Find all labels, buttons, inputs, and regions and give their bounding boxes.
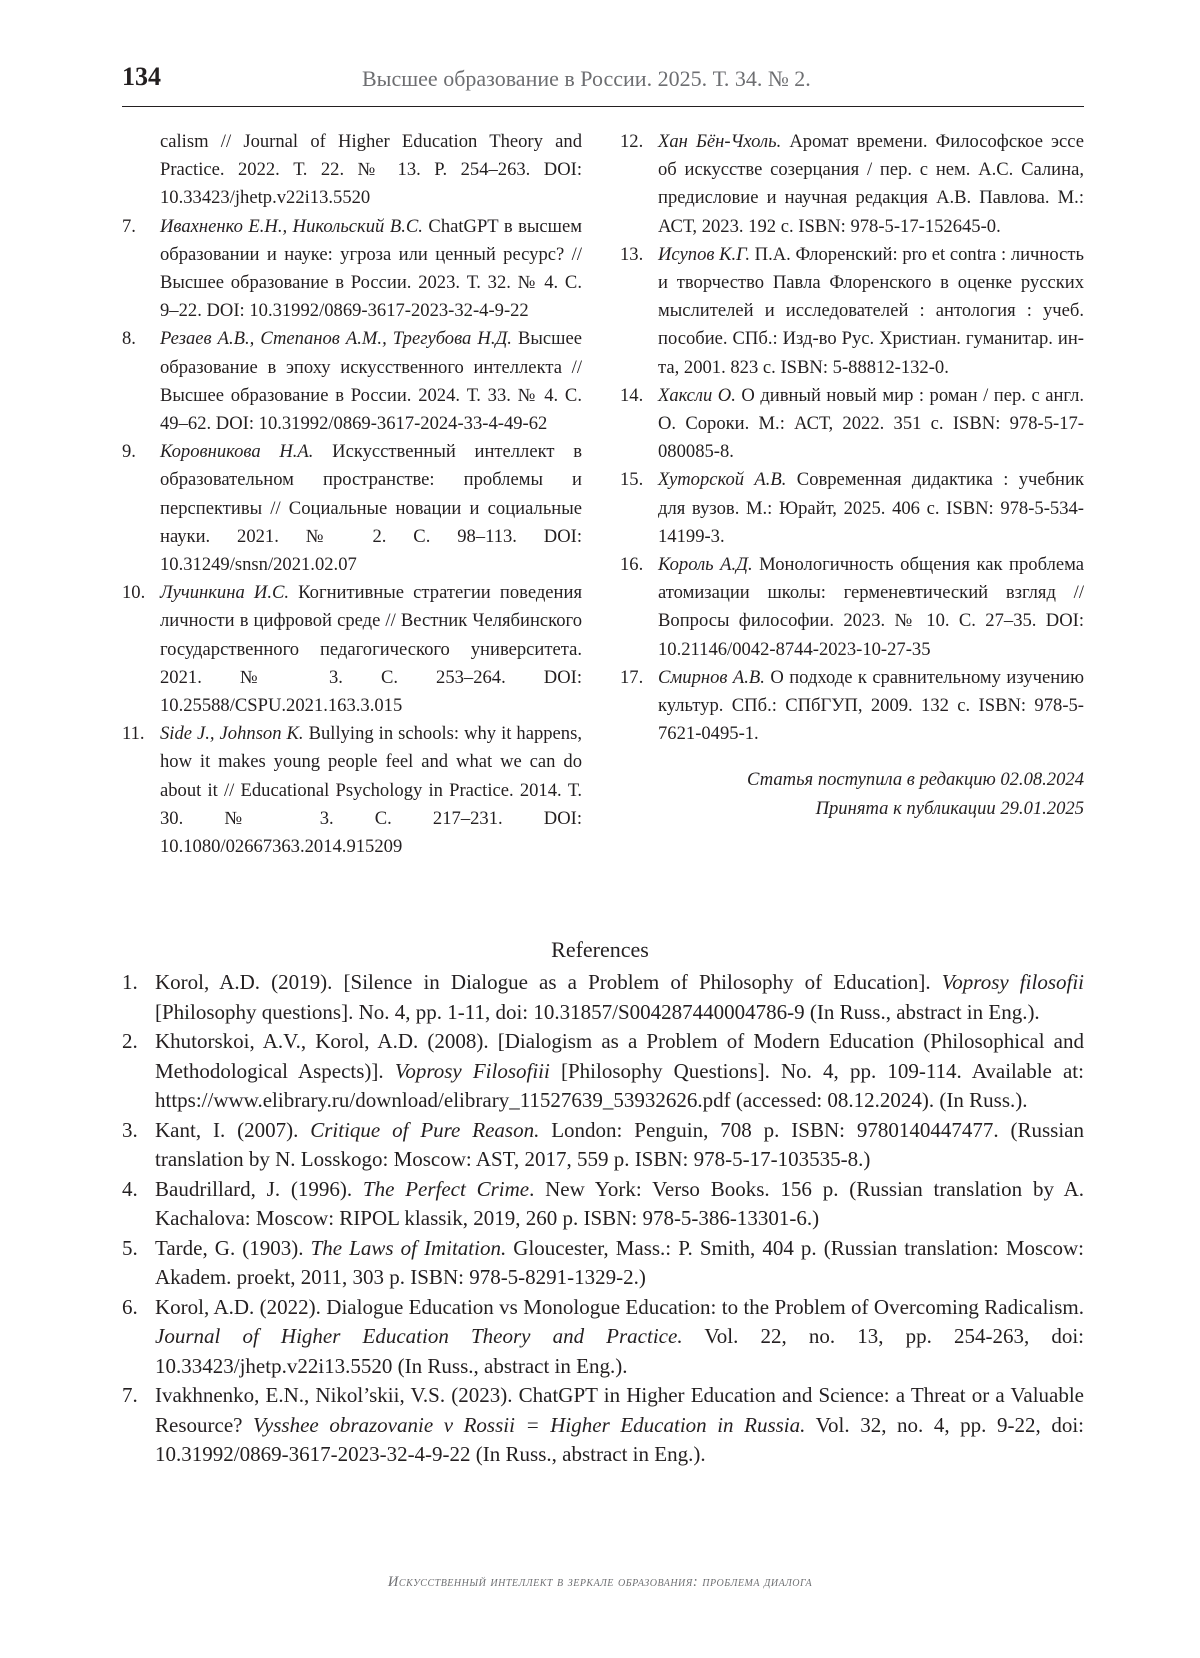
ref-body: Bullying in schools: why it happens, how it makes young people feel and what we can do about it // Educational Psychology in Practice. 2014. Т. 30. № 3. С. 217–231. DOI: 10.1080/02667363.2014.915209: [160, 723, 582, 858]
list-item: [620, 382, 1084, 467]
ref-text: [155, 1116, 1084, 1175]
list-item: [122, 438, 582, 579]
ref-number: 4.: [122, 1176, 138, 1201]
list-item: [122, 1116, 1084, 1175]
ref-pre: Ivakhnenko, E.N., Nikol’skii, V.S. (2023). ChatGPT in Higher Education and Science: a Threat or a Valuable Resource?: [155, 1383, 1084, 1437]
ref-pre: Khutorskoi, A.V., Korol, A.D. (2008). [Dialogism as a Problem of Modern Education (Philosophical and Methodological Aspects)].: [155, 1029, 1084, 1083]
ref-text: [658, 551, 1084, 664]
list-item: [122, 1381, 1084, 1470]
ref-authors: Смирнов А.В.: [658, 666, 765, 688]
ref-number: 14.: [620, 384, 644, 406]
ref-authors: Король А.Д.: [658, 554, 753, 576]
ref-number: 17.: [620, 666, 644, 688]
ref-body: ChatGPT в высшем образовании и науке: угроза или ценный ресурс? // Высшее образование в России. 2023. Т. 32. № 4. С. 9–22. DOI: 10.31992/0869-3617-2023-32-4-9-22: [160, 215, 582, 322]
continued-reference: calism // Journal of Higher Education Theory and Practice. 2022. Т. 22. № 13. P. 254–263. DOI: 10.33423/jhetp.v22i13.5520: [160, 131, 582, 209]
ref-pre: Tarde, G. (1903).: [155, 1235, 311, 1260]
ref-authors: Исупов К.Г.: [658, 243, 750, 265]
references-list: [122, 968, 1084, 1470]
list-item: [620, 664, 1084, 749]
ref-number: 15.: [620, 469, 644, 491]
list-item: [620, 241, 1084, 382]
ref-italic: Voprosy Filosofiii: [394, 1058, 550, 1083]
list-item: [122, 579, 582, 720]
list-item: [620, 466, 1084, 551]
ref-post: Vol. 32, no. 4, pp. 9-22, doi: 10.31992/0869-3617-2023-32-4-9-22 (In Russ., abstract in Eng.).: [155, 1412, 1084, 1466]
ref-authors: Хаксли О.: [658, 384, 736, 406]
journal-title: Высшее образование в России. 2025. Т. 34. № 2.: [362, 66, 811, 91]
ref-italic: Voprosy filosofii: [941, 970, 1084, 994]
ref-text: [160, 325, 582, 438]
ref-number: 1.: [122, 970, 138, 994]
left-column: [122, 128, 582, 861]
ref-text: [160, 579, 582, 720]
ref-body: Аромат времени. Философское эссе об искусстве созерцания / пер. с нем. А.С. Салина, предисловие и научная редакция А.В. Павлова. М.: АСТ, 2023. 192 с. ISBN: 978-5-17-152645-0.: [658, 131, 1084, 237]
ref-body: О подходе к сравнительному изучению культур. СПб.: СПбГУП, 2009. 132 с. ISBN: 978-5-7621-0495-1.: [658, 666, 1084, 745]
ref-body: П.А. Флоренский: pro et contra : личность и творчество Павла Флоренского в оценке русских мыслителей и исследователей : антология : учеб. пособие. СПб.: Изд-во Рус. Христиан. гуманитар. ин-та, 2001. 823 с. ISBN: 5-88812-132-0.: [658, 243, 1084, 378]
ref-text: [160, 438, 582, 579]
ref-italic: The Perfect Crime: [362, 1176, 530, 1201]
ref-post: Vol. 22, no. 13, pp. 254-263, doi: 10.33423/jhetp.v22i13.5520 (In Russ., abstract in Eng.).: [155, 1324, 1084, 1378]
references-heading: References: [551, 937, 649, 962]
ref-body: Искусственный интеллект в образовательном пространстве: проблемы и перспективы // Социальные новации и социальные науки. 2021. № 2. С. 98–113. DOI: 10.31249/snsn/2021.02.07: [160, 441, 582, 576]
ref-text: [658, 466, 1084, 551]
ref-italic: Critique of Pure Reason.: [310, 1117, 540, 1142]
ref-authors: Хан Бён-Чхоль.: [658, 131, 782, 152]
ref-text: [155, 1027, 1084, 1116]
ref-text: [658, 241, 1084, 382]
ref-italic: Vysshee obrazovanie v Rossii = Higher Education in Russia.: [253, 1412, 806, 1437]
ref-text: [160, 213, 582, 326]
ref-number: 10.: [122, 582, 146, 604]
ref-post: [Philosophy questions]. No. 4, pp. 1-11, doi: 10.31857/S004287440004786-9 (In Russ., abstract in Eng.).: [155, 999, 1040, 1024]
list-item: [122, 1293, 1084, 1382]
article-dates: [620, 766, 1084, 822]
ref-post: Gloucester, Mass.: P. Smith, 404 p. (Russian translation: Moscow: Akadem. proekt, 2011, 303 p. ISBN: 978-5-8291-1329-2.): [155, 1235, 1084, 1289]
ref-number: 11.: [122, 723, 145, 745]
list-item: [620, 551, 1084, 664]
received-date: Статья поступила в редакцию 02.08.2024: [747, 769, 1084, 791]
ref-body: Высшее образование в эпоху искусственного интеллекта // Высшее образование в России. 2024. Т. 33. № 4. С. 49–62. DOI: 10.31992/0869-3617-2024-33-4-49-62: [160, 328, 582, 435]
ref-number: 9.: [122, 441, 136, 463]
ref-post: London: Penguin, 708 p. ISBN: 9780140447477. (Russian translation by N. Losskogo: Moscow: AST, 2017, 559 p. ISBN: 978-5-17-103535-8.): [155, 1117, 1084, 1171]
ref-italic: The Laws of Imitation.: [310, 1235, 507, 1260]
list-item: [122, 968, 1084, 1027]
ref-pre: Baudrillard, J. (1996).: [155, 1176, 363, 1201]
ref-text: [155, 1234, 1084, 1293]
accepted-date: Принята к публикации 29.01.2025: [815, 797, 1084, 819]
ref-body: Монологичность общения как проблема атомизации школы: герменевтический взгляд // Вопросы философии. 2023. № 10. С. 27–35. DOI: 10.21146/0042-8744-2023-10-27-35: [658, 554, 1084, 660]
ref-text: [658, 664, 1084, 749]
ref-text: [658, 128, 1084, 241]
ref-number: 12.: [620, 131, 644, 152]
ref-authors: Лучинкина И.С.: [160, 582, 290, 604]
ref-text: [155, 968, 1084, 1027]
ref-body: О дивный новый мир : роман / пер. с англ. О. Сороки. М.: АСТ, 2022. 351 с. ISBN: 978-5-17-080085-8.: [658, 384, 1085, 463]
page-header: [122, 58, 1084, 107]
ref-authors: Коровникова Н.А.: [160, 441, 314, 463]
ref-authors: Ивахненко Е.Н., Никольский В.С.: [160, 215, 423, 237]
ref-number: 7.: [122, 215, 136, 237]
ref-number: 13.: [620, 243, 644, 265]
ref-italic: Journal of Higher Education Theory and Practice.: [155, 1324, 683, 1348]
list-item: [122, 1027, 1084, 1116]
ref-number: 5.: [122, 1235, 138, 1260]
list-item: [620, 128, 1084, 241]
right-column: [620, 128, 1084, 823]
page-number: 134: [122, 62, 161, 91]
ref-pre: Kant, I. (2007).: [155, 1117, 311, 1142]
ref-number: 7.: [122, 1383, 138, 1407]
ref-pre: Korol, A.D. (2019). [Silence in Dialogue as a Problem of Philosophy of Education].: [155, 970, 942, 994]
ref-number: 16.: [620, 554, 644, 576]
ref-text: [155, 1293, 1084, 1382]
ref-body: Современная дидактика : учебник для вузов. М.: Юрайт, 2025. 406 с. ISBN: 978-5-534-14199-3.: [658, 469, 1084, 547]
ref-post: . New York: Verso Books. 156 p. (Russian translation by A. Kachalova: Moscow: RIPOL klassik, 2019, 260 p. ISBN: 978-5-386-13301-6.): [155, 1176, 1084, 1230]
list-item: [122, 1234, 1084, 1293]
ref-text: [160, 720, 582, 861]
running-footer: Искусственный интеллект в зеркале образования: проблема диалога: [387, 1574, 813, 1590]
ref-authors: Резаев А.В., Степанов А.М., Трегубова Н.Д.: [160, 328, 512, 350]
ref-number: 6.: [122, 1294, 138, 1319]
ref-pre: Korol, A.D. (2022). Dialogue Education vs Monologue Education: to the Problem of Overcoming Radicalism.: [155, 1294, 1084, 1319]
list-item: [122, 1175, 1084, 1234]
ref-authors: Side J., Johnson K.: [160, 723, 304, 745]
ref-number: 8.: [122, 328, 136, 350]
ref-body: Когнитивные стратегии поведения личности в цифровой среде // Вестник Челябинского государственного педагогического университета. 2021. № 3. С. 253–264. DOI: 10.25588/CSPU.2021.163.3.015: [160, 582, 582, 717]
list-item: [122, 213, 582, 326]
ref-authors: Хуторской А.В.: [658, 469, 787, 491]
ref-text: [155, 1175, 1084, 1234]
ref-text: [155, 1381, 1084, 1470]
ref-number: 2.: [122, 1029, 138, 1053]
list-item: [122, 325, 582, 438]
list-item: [122, 720, 582, 861]
ref-text: [658, 382, 1084, 467]
ref-number: 3.: [122, 1117, 138, 1142]
ref-post: [Philosophy Questions]. No. 4, pp. 109-114. Available at: https://www.elibrary.ru/download/elibrary_11527639_53932626.pdf (accessed: 08.12.2024). (In Russ.).: [155, 1058, 1084, 1112]
